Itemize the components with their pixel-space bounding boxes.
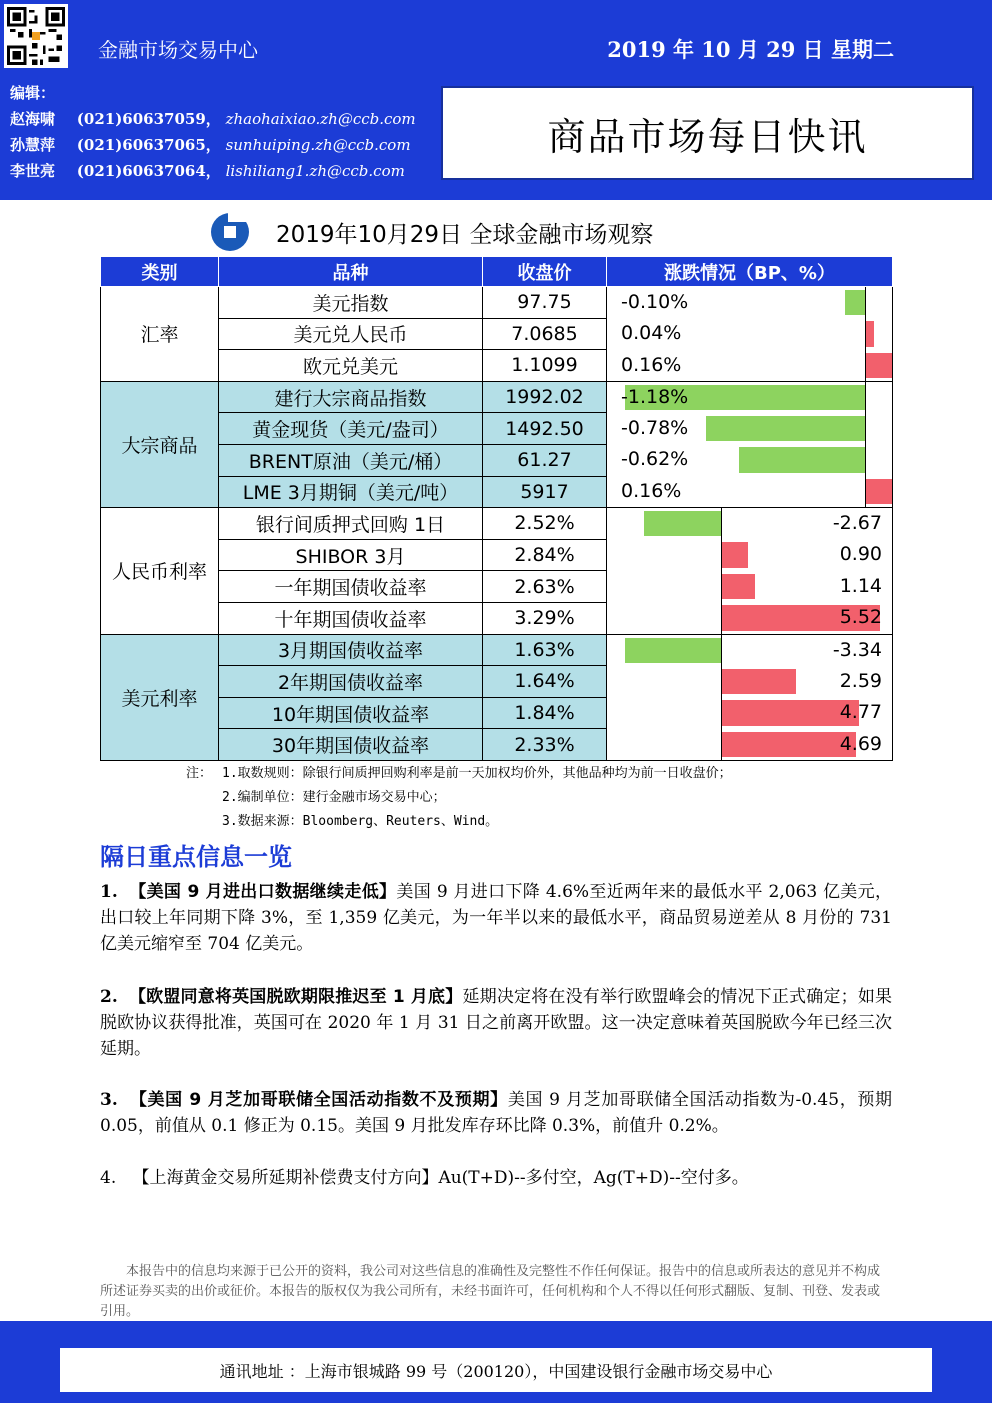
editor-name: 李世亮 <box>10 162 56 180</box>
news-item <box>100 879 892 957</box>
news-headline: 【美国 9 月进出口数据继续走低】 <box>129 882 397 902</box>
report-title: 商品市场每日快讯 <box>547 114 868 159</box>
instrument-name: 建行大宗商品指数 <box>219 381 483 413</box>
instrument-name: 银行间质押式回购 1日 <box>219 508 483 540</box>
instrument-name: 十年期国债收益率 <box>219 602 483 634</box>
editor-phone: (021)60637064， <box>76 162 221 180</box>
change-cell <box>607 508 893 540</box>
instrument-name: 10年期国债收益率 <box>219 697 483 729</box>
table-row <box>101 318 893 350</box>
bar-axis <box>865 413 866 445</box>
positive-change-bar <box>866 353 892 378</box>
instrument-name: LME 3月期铜（美元/吨） <box>219 476 483 508</box>
change-value: -0.10% <box>621 291 689 313</box>
close-price: 1.64% <box>483 666 607 698</box>
change-value: 0.16% <box>621 353 682 376</box>
negative-change-bar <box>644 511 721 536</box>
editor-label: 编辑： <box>10 84 56 102</box>
table-row <box>101 539 893 571</box>
change-cell <box>607 539 893 571</box>
table-row <box>101 602 893 634</box>
change-cell <box>607 476 893 508</box>
close-price: 2.52% <box>483 508 607 540</box>
change-value: -1.18% <box>621 385 689 408</box>
change-cell <box>607 697 893 729</box>
instrument-name: 30年期国债收益率 <box>219 729 483 761</box>
positive-change-bar <box>866 479 892 504</box>
ccb-logo-icon <box>208 212 254 252</box>
close-price: 61.27 <box>483 444 607 476</box>
note-text: 1.取数规则：除银行间质押回购利率是前一天加权均价外，其他品种均为前一日收盘价； <box>222 766 732 781</box>
editor-name: 孙慧萍 <box>10 136 56 154</box>
note-text: 3.数据来源：Bloomberg、Reuters、Wind。 <box>222 814 499 829</box>
header-bar <box>0 0 992 72</box>
instrument-name: 一年期国债收益率 <box>219 571 483 603</box>
col-header-change: 涨跌情况（BP、%） <box>607 257 893 287</box>
news-item <box>100 1165 892 1191</box>
news-headline: 【美国 9 月芝加哥联储全国活动指数不及预期】 <box>129 1090 508 1110</box>
market-table <box>100 256 893 761</box>
table-row <box>101 508 893 540</box>
editor-list <box>10 80 416 184</box>
report-date: 2019 年 10 月 29 日 星期二 <box>607 37 894 62</box>
instrument-name: 黄金现货（美元/盎司） <box>219 413 483 445</box>
positive-change-bar <box>866 321 874 347</box>
change-value: 4.77 <box>839 701 882 724</box>
editor-phone: (021)60637065， <box>76 136 221 154</box>
news-number: 1. <box>100 882 118 902</box>
disclaimer: 本报告中的信息均来源于已公开的资料，我公司对这些信息的准确性及完整性不作任何保证。报告中的信息或所表达的意见并不构成所述证券买卖的出价或征价。本报告的版权仅为我公司所有，未经书面许可，任何机构和个人不得以任何形式翻版、复制、刊登、发表或引用。 <box>100 1264 881 1319</box>
bar-axis <box>721 635 722 666</box>
col-header-category: 类别 <box>101 257 219 287</box>
news-item <box>100 984 892 1062</box>
note-row <box>186 786 732 810</box>
instrument-name: 美元指数 <box>219 287 483 319</box>
change-cell <box>607 444 893 476</box>
news-body: Au(T+D)--多付空，Ag(T+D)--空付多。 <box>438 1168 749 1188</box>
change-value: 5.52 <box>839 606 882 629</box>
change-cell <box>607 729 893 761</box>
note-row <box>186 762 732 786</box>
instrument-name: 3月期国债收益率 <box>219 634 483 666</box>
table-row <box>101 571 893 603</box>
table-row <box>101 350 893 382</box>
close-price: 3.29% <box>483 602 607 634</box>
editor-email[interactable]: zhaohaixiao.zh@ccb.com <box>225 110 416 128</box>
negative-change-bar <box>625 638 721 663</box>
editor-row <box>10 158 416 184</box>
change-value: 1.14 <box>839 574 882 597</box>
close-price: 2.84% <box>483 539 607 571</box>
change-cell <box>607 318 893 350</box>
close-price: 97.75 <box>483 287 607 319</box>
instrument-name: 2年期国债收益率 <box>219 666 483 698</box>
news-number: 3. <box>100 1090 118 1110</box>
editor-email[interactable]: lishiliang1.zh@ccb.com <box>225 162 405 180</box>
col-header-instrument: 品种 <box>219 257 483 287</box>
market-table-body <box>101 287 893 761</box>
editor-row <box>10 106 416 132</box>
news-body: 延期决定将在没有举行欧盟峰会的情况下正式确定；如果脱欧协议获得批准，英国可在 2020 年 1 月 31 日之前离开欧盟。这一决定意味着英国脱欧今年已经三次延期。 <box>100 987 893 1059</box>
note-row <box>186 810 732 834</box>
table-row <box>101 413 893 445</box>
editor-phone: (021)60637059， <box>76 110 221 128</box>
news-headline: 【欧盟同意将英国脱欧期限推迟至 1 月底】 <box>128 987 463 1007</box>
table-row <box>101 729 893 761</box>
table-row <box>101 666 893 698</box>
positive-change-bar <box>722 669 796 695</box>
category-cell: 大宗商品 <box>101 381 219 507</box>
close-price: 2.33% <box>483 729 607 761</box>
change-value: -2.67 <box>832 512 882 535</box>
positive-change-bar <box>722 700 859 726</box>
change-cell <box>607 634 893 666</box>
category-cell: 汇率 <box>101 287 219 382</box>
change-value: 0.16% <box>621 480 682 503</box>
table-row <box>101 444 893 476</box>
change-cell <box>607 571 893 603</box>
close-price: 1492.50 <box>483 413 607 445</box>
editor-email[interactable]: sunhuiping.zh@ccb.com <box>225 136 411 154</box>
change-cell <box>607 666 893 698</box>
change-cell <box>607 350 893 382</box>
table-notes <box>186 762 732 834</box>
col-header-close: 收盘价 <box>483 257 607 287</box>
table-header-row <box>101 257 893 287</box>
news-body: 美国 9 月芝加哥联储全国活动指数为-0.45，预期 0.05，前值从 0.1 修正为 0.15。美国 9 月批发库存环比降 0.3%，前值升 0.2%。 <box>100 1090 893 1136</box>
change-value: 4.69 <box>839 732 882 755</box>
change-value: 2.59 <box>839 669 882 692</box>
change-cell <box>607 287 893 319</box>
market-title: 2019年10月29日 全球金融市场观察 <box>276 221 654 248</box>
table-row <box>101 697 893 729</box>
editor-panel <box>0 72 992 200</box>
table-row <box>101 634 893 666</box>
instrument-name: SHIBOR 3月 <box>219 539 483 571</box>
news-number: 4. <box>100 1168 117 1188</box>
market-heading <box>208 210 653 254</box>
positive-change-bar <box>722 542 748 568</box>
editor-name: 赵海啸 <box>10 110 56 128</box>
change-cell <box>607 381 893 413</box>
positive-change-bar <box>722 732 856 757</box>
table-row <box>101 287 893 319</box>
change-value: 0.90 <box>839 543 882 566</box>
close-price: 1992.02 <box>483 381 607 413</box>
negative-change-bar <box>706 416 865 442</box>
close-price: 2.63% <box>483 571 607 603</box>
change-value: 0.04% <box>621 322 682 345</box>
news-number: 2. <box>100 987 118 1007</box>
bar-axis <box>865 444 866 476</box>
category-cell: 美元利率 <box>101 634 219 760</box>
news-section-title: 隔日重点信息一览 <box>100 843 292 871</box>
instrument-name: BRENT原油（美元/桶） <box>219 444 483 476</box>
news-headline: 【上海黄金交易所延期补偿费支付方向】 <box>132 1168 439 1188</box>
instrument-name: 欧元兑美元 <box>219 350 483 382</box>
bar-axis <box>865 287 866 318</box>
note-text: 2.编制单位：建行金融市场交易中心； <box>222 790 446 805</box>
bar-axis <box>865 382 866 413</box>
table-row <box>101 381 893 413</box>
change-value: -3.34 <box>832 638 882 661</box>
change-value: -0.62% <box>621 448 689 471</box>
news-item <box>100 1087 892 1139</box>
close-price: 5917 <box>483 476 607 508</box>
negative-change-bar <box>739 447 865 473</box>
note-prefix: 注： <box>186 766 213 781</box>
qr-code-icon <box>4 4 68 68</box>
footer-address: 通讯地址 ：上海市银城路 99 号（200120），中国建设银行金融市场交易中心 <box>219 1361 773 1381</box>
bar-axis <box>721 508 722 539</box>
report-title-box <box>441 86 974 180</box>
category-cell: 人民币利率 <box>101 508 219 634</box>
close-price: 7.0685 <box>483 318 607 350</box>
news-body: 美国 9 月进口下降 4.6%至近两年来的最低水平 2,063 亿美元，出口较上年同期下降 3%，至 1,359 亿美元，为一年半以来的最低水平，商品贸易逆差从 8 月份的 731 亿美元缩窄至 704 亿美元。 <box>100 882 892 954</box>
change-cell <box>607 602 893 634</box>
close-price: 1.63% <box>483 634 607 666</box>
positive-change-bar <box>722 574 755 600</box>
change-value: -0.78% <box>621 416 689 439</box>
instrument-name: 美元兑人民币 <box>219 318 483 350</box>
editor-row <box>10 132 416 158</box>
change-cell <box>607 413 893 445</box>
footer-address-box <box>60 1348 932 1392</box>
close-price: 1.84% <box>483 697 607 729</box>
close-price: 1.1099 <box>483 350 607 382</box>
org-name: 金融市场交易中心 <box>98 38 258 62</box>
negative-change-bar <box>845 290 865 315</box>
table-row <box>101 476 893 508</box>
